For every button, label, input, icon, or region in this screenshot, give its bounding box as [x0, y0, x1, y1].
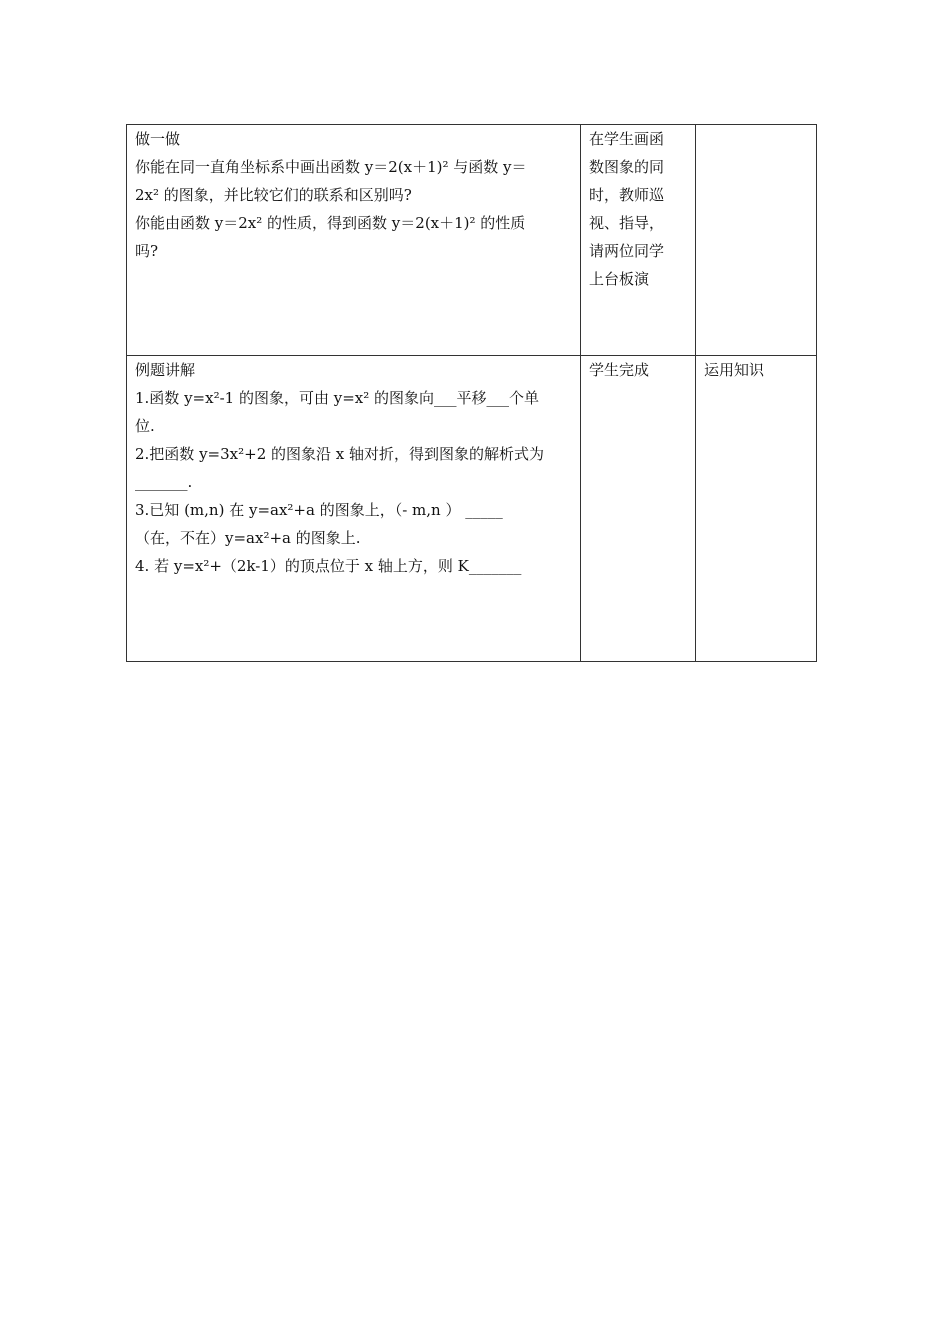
example-text-line: 1.函数 y=x²-1 的图象，可由 y=x² 的图象向___平移___个单: [135, 389, 540, 407]
intent-text: 运用知识: [704, 361, 765, 379]
table-row: [127, 356, 817, 662]
intent-cell: [696, 125, 817, 356]
activity-text-line: 你能由函数 y＝2x² 的性质，得到函数 y＝2(x＋1)² 的性质: [135, 214, 526, 232]
activity-text-line: 2x² 的图象，并比较它们的联系和区别吗?: [135, 186, 412, 204]
section-heading: 例题讲解: [135, 361, 196, 379]
teacher-text-line: 时，教师巡: [589, 186, 665, 204]
intent-cell: [696, 356, 817, 662]
table-row: [127, 125, 817, 356]
example-text-line: （在，不在）y=ax²+a 的图象上.: [135, 529, 361, 547]
teacher-text-line: 上台板演: [589, 270, 650, 288]
example-text-line: _______.: [135, 473, 193, 491]
lesson-table: [126, 124, 817, 662]
example-cell: [127, 356, 581, 662]
example-text-line: 4. 若 y=x²+（2k-1）的顶点位于 x 轴上方，则 K_______: [135, 557, 522, 575]
lesson-sheet: [126, 124, 816, 662]
example-text-line: 位.: [135, 417, 155, 435]
teacher-activity-cell: [581, 125, 696, 356]
teacher-text: 学生完成: [589, 361, 650, 379]
example-text-line: 3.已知 (m,n) 在 y=ax²+a 的图象上，（- m,n ） _____: [135, 501, 503, 519]
teacher-text-line: 视、指导，: [589, 214, 665, 232]
activity-text-line: 你能在同一直角坐标系中画出函数 y＝2(x＋1)² 与函数 y＝: [135, 158, 527, 176]
teacher-text-line: 在学生画函: [589, 130, 665, 148]
activity-text-line: 吗?: [135, 242, 159, 260]
activity-cell: [127, 125, 581, 356]
example-text-line: 2.把函数 y=3x²+2 的图象沿 x 轴对折，得到图象的解析式为: [135, 445, 545, 463]
teacher-text-line: 请两位同学: [589, 242, 665, 260]
teacher-activity-cell: [581, 356, 696, 662]
teacher-text-line: 数图象的同: [589, 158, 665, 176]
section-heading: 做一做: [135, 130, 181, 148]
